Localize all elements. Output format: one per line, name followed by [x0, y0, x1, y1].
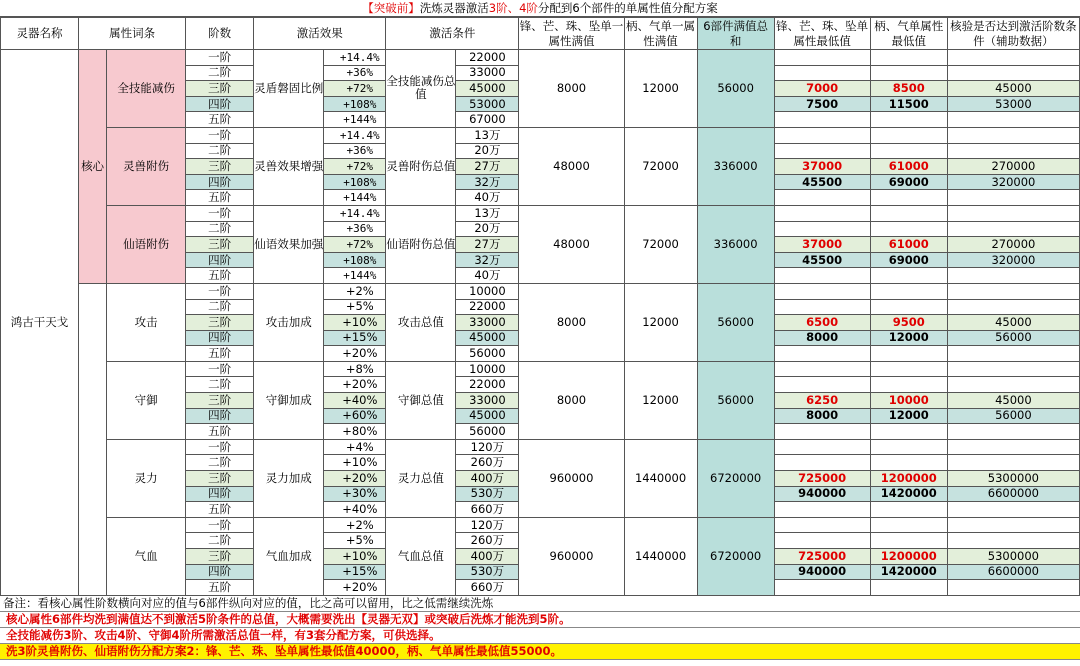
min-value-four [774, 112, 870, 128]
attribute-name: 灵力 [107, 439, 186, 517]
effect-value: +15% [324, 564, 386, 580]
condition-value: 400万 [456, 549, 519, 565]
min-value-two [870, 299, 947, 315]
min-value-two: 8500 [870, 81, 947, 97]
min-value-two [870, 65, 947, 81]
min-value-four: 7000 [774, 81, 870, 97]
min-value-two [870, 50, 947, 66]
full-value-two: 12000 [624, 283, 697, 361]
effect-value: +5% [324, 299, 386, 315]
min-value-four [774, 346, 870, 362]
stage-label: 三阶 [186, 237, 254, 253]
verify-value: 5300000 [947, 471, 1079, 487]
condition-value: 10000 [456, 361, 519, 377]
header-verify: 核验是否达到激活阶数条件（辅助数据） [947, 18, 1079, 50]
full-value-two: 12000 [624, 361, 697, 439]
condition-name: 仙语附伤总值 [386, 205, 456, 283]
condition-value: 22000 [456, 50, 519, 66]
effect-value: +72% [324, 81, 386, 97]
full-value-four: 960000 [519, 517, 624, 595]
effect-value: +108% [324, 96, 386, 112]
effect-value: +60% [324, 408, 386, 424]
header-full-value-two: 柄、气单一属性满值 [624, 18, 697, 50]
effect-value: +10% [324, 315, 386, 331]
verify-value: 56000 [947, 408, 1079, 424]
full-value-two: 72000 [624, 205, 697, 283]
min-value-four: 45500 [774, 174, 870, 190]
banner-text-2: 分配到6个部件的单属性值分配方案 [537, 1, 718, 15]
full-value-four: 8000 [519, 361, 624, 439]
effect-value: +20% [324, 580, 386, 596]
effect-value: +4% [324, 439, 386, 455]
min-value-four [774, 283, 870, 299]
banner-stages: 3阶、4阶 [488, 1, 538, 15]
notes [0, 596, 1080, 660]
header-attribute: 属性词条 [79, 18, 186, 50]
condition-name: 攻击总值 [386, 283, 456, 361]
min-value-four [774, 377, 870, 393]
attribute-name: 攻击 [107, 283, 186, 361]
effect-value: +14.4% [324, 50, 386, 66]
verify-value [947, 65, 1079, 81]
condition-value: 56000 [456, 424, 519, 440]
condition-value: 260万 [456, 455, 519, 471]
min-value-four: 6250 [774, 393, 870, 409]
verify-value [947, 190, 1079, 206]
min-value-two: 69000 [870, 252, 947, 268]
min-value-two: 1420000 [870, 486, 947, 502]
full-value-four: 8000 [519, 283, 624, 361]
min-value-four [774, 205, 870, 221]
condition-value: 67000 [456, 112, 519, 128]
verify-value [947, 112, 1079, 128]
effect-value: +36% [324, 65, 386, 81]
min-value-four: 940000 [774, 486, 870, 502]
stage-label: 四阶 [186, 408, 254, 424]
min-value-two [870, 112, 947, 128]
stage-label: 三阶 [186, 471, 254, 487]
verify-value: 6600000 [947, 486, 1079, 502]
verify-value: 45000 [947, 315, 1079, 331]
min-value-two: 69000 [870, 174, 947, 190]
condition-value: 120万 [456, 439, 519, 455]
effect-name: 仙语效果加强 [254, 205, 324, 283]
effect-value: +2% [324, 517, 386, 533]
stage-label: 二阶 [186, 455, 254, 471]
effect-value: +144% [324, 268, 386, 284]
min-value-four: 37000 [774, 237, 870, 253]
min-value-four [774, 502, 870, 518]
banner-text-1: 洗炼灵器激活 [419, 1, 489, 15]
stage-label: 五阶 [186, 268, 254, 284]
condition-value: 530万 [456, 486, 519, 502]
stage-label: 四阶 [186, 564, 254, 580]
full-value-total: 56000 [697, 361, 774, 439]
stage-label: 一阶 [186, 283, 254, 299]
stage-label: 五阶 [186, 502, 254, 518]
condition-value: 27万 [456, 237, 519, 253]
stage-label: 一阶 [186, 127, 254, 143]
artifact-name: 鸿古干天戈 [1, 50, 79, 596]
min-value-two [870, 190, 947, 206]
min-value-two [870, 502, 947, 518]
effect-value: +80% [324, 424, 386, 440]
stage-label: 一阶 [186, 50, 254, 66]
header-stage: 阶数 [186, 18, 254, 50]
condition-value: 45000 [456, 81, 519, 97]
min-value-two: 1420000 [870, 564, 947, 580]
min-value-four [774, 361, 870, 377]
stage-label: 四阶 [186, 96, 254, 112]
min-value-four: 8000 [774, 408, 870, 424]
full-value-total: 6720000 [697, 439, 774, 517]
verify-value [947, 502, 1079, 518]
min-value-four [774, 221, 870, 237]
table-row [1, 205, 1080, 221]
min-value-two: 9500 [870, 315, 947, 331]
condition-name: 气血总值 [386, 517, 456, 595]
stage-label: 三阶 [186, 159, 254, 175]
stage-label: 三阶 [186, 393, 254, 409]
effect-name: 灵兽效果增强 [254, 127, 324, 205]
effect-value: +144% [324, 112, 386, 128]
min-value-two: 1200000 [870, 549, 947, 565]
effect-value: +20% [324, 377, 386, 393]
min-value-two: 11500 [870, 96, 947, 112]
attribute-name: 全技能减伤 [107, 50, 186, 128]
effect-value: +36% [324, 221, 386, 237]
min-value-four [774, 455, 870, 471]
header-effect: 激活效果 [254, 18, 386, 50]
banner-tag: 【突破前】 [362, 1, 420, 15]
condition-value: 530万 [456, 564, 519, 580]
condition-value: 53000 [456, 96, 519, 112]
full-value-total: 336000 [697, 205, 774, 283]
attribute-name: 仙语附伤 [107, 205, 186, 283]
min-value-two: 10000 [870, 393, 947, 409]
effect-value: +10% [324, 455, 386, 471]
min-value-four: 725000 [774, 549, 870, 565]
min-value-four [774, 65, 870, 81]
stage-label: 三阶 [186, 81, 254, 97]
verify-value: 45000 [947, 393, 1079, 409]
min-value-two: 12000 [870, 408, 947, 424]
full-value-two: 1440000 [624, 517, 697, 595]
condition-value: 32万 [456, 174, 519, 190]
verify-value: 320000 [947, 252, 1079, 268]
full-value-total: 56000 [697, 50, 774, 128]
verify-value [947, 377, 1079, 393]
min-value-two [870, 377, 947, 393]
verify-value: 320000 [947, 174, 1079, 190]
min-value-four [774, 268, 870, 284]
condition-value: 40万 [456, 190, 519, 206]
condition-value: 660万 [456, 580, 519, 596]
allocation-table [0, 17, 1080, 596]
core-label: 核心 [79, 50, 107, 284]
effect-value: +14.4% [324, 205, 386, 221]
stage-label: 一阶 [186, 205, 254, 221]
table-row [1, 50, 1080, 66]
min-value-four [774, 580, 870, 596]
effect-name: 灵力加成 [254, 439, 324, 517]
stage-label: 五阶 [186, 424, 254, 440]
effect-name: 灵盾磐固比例 [254, 50, 324, 128]
min-value-two [870, 143, 947, 159]
verify-value [947, 127, 1079, 143]
attribute-name: 灵兽附伤 [107, 127, 186, 205]
stage-label: 一阶 [186, 517, 254, 533]
min-value-four: 37000 [774, 159, 870, 175]
condition-value: 13万 [456, 205, 519, 221]
stage-label: 四阶 [186, 252, 254, 268]
effect-value: +72% [324, 237, 386, 253]
verify-value [947, 533, 1079, 549]
condition-value: 22000 [456, 299, 519, 315]
header-min-two: 柄、气单属性最低值 [870, 18, 947, 50]
stage-label: 三阶 [186, 549, 254, 565]
min-value-two: 61000 [870, 237, 947, 253]
min-value-four [774, 299, 870, 315]
condition-value: 27万 [456, 159, 519, 175]
min-value-two [870, 268, 947, 284]
note-plan-two: 洗3阶灵兽附伤、仙语附伤分配方案2：锋、芒、珠、坠单属性最低值40000，柄、气单属性最低值55000。 [0, 644, 1080, 660]
verify-value [947, 517, 1079, 533]
verify-value [947, 346, 1079, 362]
condition-value: 33000 [456, 393, 519, 409]
condition-value: 45000 [456, 408, 519, 424]
min-value-two [870, 221, 947, 237]
min-value-four [774, 439, 870, 455]
min-value-two [870, 455, 947, 471]
verify-value [947, 50, 1079, 66]
min-value-two [870, 439, 947, 455]
stage-label: 二阶 [186, 299, 254, 315]
note-plan-options: 全技能减伤3阶、攻击4阶、守御4阶所需激活总值一样，有3套分配方案，可供选择。 [0, 628, 1080, 644]
condition-value: 400万 [456, 471, 519, 487]
verify-value [947, 283, 1079, 299]
effect-value: +14.4% [324, 127, 386, 143]
min-value-two [870, 517, 947, 533]
verify-value [947, 580, 1079, 596]
condition-value: 22000 [456, 377, 519, 393]
effect-value: +20% [324, 471, 386, 487]
effect-value: +2% [324, 283, 386, 299]
attribute-name: 守御 [107, 361, 186, 439]
condition-value: 120万 [456, 517, 519, 533]
stage-label: 二阶 [186, 143, 254, 159]
min-value-four: 725000 [774, 471, 870, 487]
condition-value: 33000 [456, 315, 519, 331]
noncore-spacer [79, 283, 107, 595]
condition-name: 守御总值 [386, 361, 456, 439]
stage-label: 五阶 [186, 580, 254, 596]
full-value-total: 56000 [697, 283, 774, 361]
min-value-two [870, 283, 947, 299]
stage-label: 四阶 [186, 330, 254, 346]
min-value-two [870, 424, 947, 440]
full-value-total: 336000 [697, 127, 774, 205]
full-value-four: 960000 [519, 439, 624, 517]
header-row [1, 18, 1080, 50]
stage-label: 一阶 [186, 361, 254, 377]
full-value-four: 48000 [519, 205, 624, 283]
condition-value: 40万 [456, 268, 519, 284]
verify-value [947, 361, 1079, 377]
verify-value [947, 205, 1079, 221]
title-banner [0, 0, 1080, 17]
stage-label: 四阶 [186, 174, 254, 190]
verify-value: 53000 [947, 96, 1079, 112]
stage-label: 五阶 [186, 190, 254, 206]
condition-value: 56000 [456, 346, 519, 362]
table-row [1, 439, 1080, 455]
verify-value [947, 439, 1079, 455]
full-value-four: 8000 [519, 50, 624, 128]
min-value-four: 8000 [774, 330, 870, 346]
effect-name: 守御加成 [254, 361, 324, 439]
min-value-four: 7500 [774, 96, 870, 112]
effect-value: +108% [324, 252, 386, 268]
condition-value: 260万 [456, 533, 519, 549]
min-value-two: 1200000 [870, 471, 947, 487]
min-value-four [774, 127, 870, 143]
min-value-two [870, 127, 947, 143]
stage-label: 一阶 [186, 439, 254, 455]
verify-value [947, 299, 1079, 315]
min-value-four [774, 517, 870, 533]
stage-label: 五阶 [186, 112, 254, 128]
condition-value: 10000 [456, 283, 519, 299]
min-value-two [870, 346, 947, 362]
full-value-two: 72000 [624, 127, 697, 205]
min-value-two [870, 533, 947, 549]
min-value-four: 6500 [774, 315, 870, 331]
stage-label: 二阶 [186, 533, 254, 549]
verify-value: 56000 [947, 330, 1079, 346]
effect-value: +5% [324, 533, 386, 549]
effect-value: +108% [324, 174, 386, 190]
stage-label: 五阶 [186, 346, 254, 362]
full-value-four: 48000 [519, 127, 624, 205]
verify-value [947, 455, 1079, 471]
stage-label: 三阶 [186, 315, 254, 331]
min-value-two: 12000 [870, 330, 947, 346]
table-row [1, 283, 1080, 299]
min-value-two [870, 205, 947, 221]
effect-value: +10% [324, 549, 386, 565]
min-value-two [870, 580, 947, 596]
attribute-name: 气血 [107, 517, 186, 595]
note-remark: 备注：看核心属性阶数横向对应的值与6部件纵向对应的值，比之高可以留用，比之低需继续洗炼 [0, 596, 1080, 612]
table-row [1, 127, 1080, 143]
min-value-four [774, 190, 870, 206]
full-value-total: 6720000 [697, 517, 774, 595]
effect-value: +72% [324, 159, 386, 175]
effect-value: +8% [324, 361, 386, 377]
min-value-two [870, 361, 947, 377]
note-core-warning: 核心属性6部件均洗到满值达不到激活5阶条件的总值，大概需要洗出【灵器无双】或突破后洗炼才能洗到5阶。 [0, 612, 1080, 628]
verify-value [947, 424, 1079, 440]
verify-value: 6600000 [947, 564, 1079, 580]
condition-value: 32万 [456, 252, 519, 268]
condition-name: 灵力总值 [386, 439, 456, 517]
min-value-four [774, 50, 870, 66]
condition-name: 全技能减伤总值 [386, 50, 456, 128]
condition-value: 45000 [456, 330, 519, 346]
effect-value: +144% [324, 190, 386, 206]
stage-label: 二阶 [186, 65, 254, 81]
stage-label: 二阶 [186, 221, 254, 237]
condition-value: 13万 [456, 127, 519, 143]
stage-label: 四阶 [186, 486, 254, 502]
min-value-two: 61000 [870, 159, 947, 175]
min-value-four [774, 424, 870, 440]
condition-value: 20万 [456, 221, 519, 237]
effect-value: +40% [324, 502, 386, 518]
min-value-four [774, 143, 870, 159]
full-value-two: 1440000 [624, 439, 697, 517]
header-total: 6部件满值总和 [697, 18, 774, 50]
condition-value: 660万 [456, 502, 519, 518]
header-condition: 激活条件 [386, 18, 519, 50]
effect-value: +40% [324, 393, 386, 409]
min-value-four [774, 533, 870, 549]
header-artifact: 灵器名称 [1, 18, 79, 50]
condition-value: 33000 [456, 65, 519, 81]
condition-value: 20万 [456, 143, 519, 159]
full-value-two: 12000 [624, 50, 697, 128]
stage-label: 二阶 [186, 377, 254, 393]
verify-value: 5300000 [947, 549, 1079, 565]
condition-name: 灵兽附伤总值 [386, 127, 456, 205]
effect-value: +15% [324, 330, 386, 346]
min-value-four: 940000 [774, 564, 870, 580]
table-row [1, 517, 1080, 533]
verify-value [947, 221, 1079, 237]
verify-value [947, 143, 1079, 159]
effect-value: +20% [324, 346, 386, 362]
effect-name: 攻击加成 [254, 283, 324, 361]
header-full-value-four: 锋、芒、珠、坠单一属性满值 [519, 18, 624, 48]
verify-value [947, 268, 1079, 284]
table-row [1, 361, 1080, 377]
min-value-four: 45500 [774, 252, 870, 268]
effect-value: +30% [324, 486, 386, 502]
effect-value: +36% [324, 143, 386, 159]
verify-value: 270000 [947, 159, 1079, 175]
verify-value: 270000 [947, 237, 1079, 253]
header-min-four: 锋、芒、珠、坠单属性最低值 [774, 18, 870, 50]
effect-name: 气血加成 [254, 517, 324, 595]
verify-value: 45000 [947, 81, 1079, 97]
